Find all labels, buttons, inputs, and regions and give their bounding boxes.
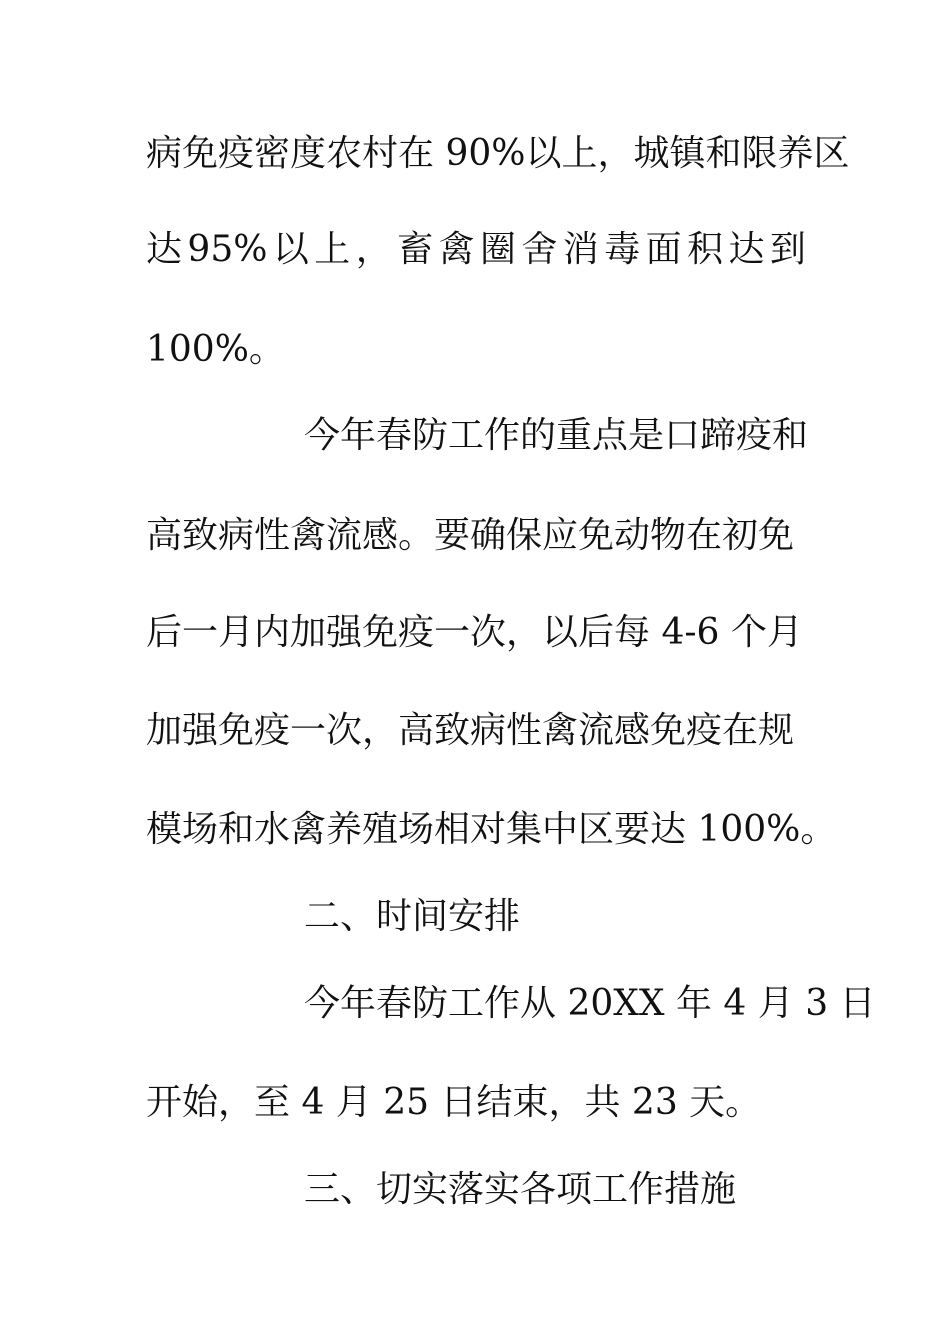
paragraph-line: 高致病性禽流感。要确保应免动物在初免 [146, 515, 795, 556]
paragraph-line-justified [146, 226, 806, 274]
text-segment: 上 [314, 229, 351, 270]
paragraph-line: 后一月内加强免疫一次，以后每 4-6 个月 [146, 612, 803, 653]
paragraph-first-line: 今年春防工作从 20XX 年 4 月 3 日 [304, 983, 876, 1024]
paragraph-line: 模场和水禽养殖场相对集中区要达 100%。 [146, 809, 837, 850]
text-segment: 积 [687, 229, 724, 270]
text-segment: 禽 [438, 229, 475, 270]
text-segment: 毒 [604, 229, 641, 270]
text-segment: 圈 [479, 229, 516, 270]
paragraph-first-line: 今年春防工作的重点是口蹄疫和 [304, 415, 809, 456]
paragraph-line: 100%。 [146, 329, 285, 370]
text-segment: 达 [146, 229, 183, 270]
text-segment: 面 [645, 229, 682, 270]
text-segment: 消 [562, 229, 599, 270]
paragraph-line: 病免疫密度农村在 90%以上，城镇和限养区 [146, 133, 850, 174]
paragraph-line: 加强免疫一次，高致病性禽流感免疫在规 [146, 710, 795, 751]
section-heading: 三、切实落实各项工作措施 [304, 1169, 737, 1210]
text-segment: 畜 [397, 229, 434, 270]
text-segment: 舍 [521, 229, 558, 270]
text-segment: ， [355, 229, 392, 270]
text-segment: 95% [187, 229, 268, 270]
paragraph-line: 开始，至 4 月 25 日结束，共 23 天。 [146, 1082, 762, 1123]
section-heading: 二、时间安排 [304, 896, 521, 937]
text-segment: 以 [272, 229, 309, 270]
text-segment: 到 [769, 229, 806, 270]
text-segment: 达 [728, 229, 765, 270]
